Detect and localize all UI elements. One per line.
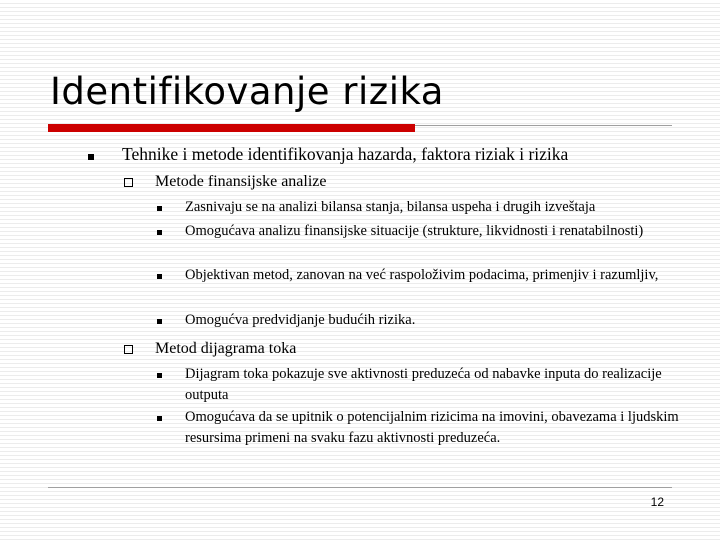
- square-bullet-icon: [157, 206, 162, 211]
- sub-bullet-financial-analysis: Metode finansijske analize: [155, 173, 327, 190]
- list-item: Omogućva predvidjanje budućih rizika.: [185, 312, 416, 328]
- bullet-main-text: Tehnike i metode identifikovanja hazarda, faktora riziak i rizika: [122, 144, 569, 164]
- hollow-square-bullet-icon: [124, 178, 133, 187]
- list-item: Dijagram toka pokazuje sve aktivnosti preduzeća od nabavke inputa do realizacije outputa: [185, 366, 662, 403]
- list-item: Omogućava analizu finansijske situacije (strukture, likvidnosti i renatabilnosti): [185, 223, 644, 239]
- square-bullet-icon: [157, 416, 162, 421]
- hollow-square-bullet-icon: [124, 345, 133, 354]
- square-bullet-icon: [157, 230, 162, 235]
- list-item: Omogućava da se upitnik o potencijalnim rizicima na imovini, obavezama i ljudskim resursima primeni na svaku fazu aktivnosti preduzeća.: [185, 409, 679, 446]
- page-number: 12: [650, 495, 664, 509]
- list-item: Zasnivaju se na analizi bilansa stanja, bilansa uspeha i drugih izveštaja: [185, 199, 596, 215]
- list-item: Objektivan metod, zanovan na već raspoloživim podacima, primenjiv i razumljiv,: [185, 267, 659, 283]
- slide-title: Identifikovanje rizika: [50, 70, 444, 113]
- square-bullet-icon: [88, 154, 94, 160]
- sub-bullet-flowchart-method: Metod dijagrama toka: [155, 340, 297, 357]
- title-accent-bar: [48, 124, 415, 132]
- square-bullet-icon: [157, 373, 162, 378]
- footer-rule: [48, 487, 672, 488]
- square-bullet-icon: [157, 319, 162, 324]
- square-bullet-icon: [157, 274, 162, 279]
